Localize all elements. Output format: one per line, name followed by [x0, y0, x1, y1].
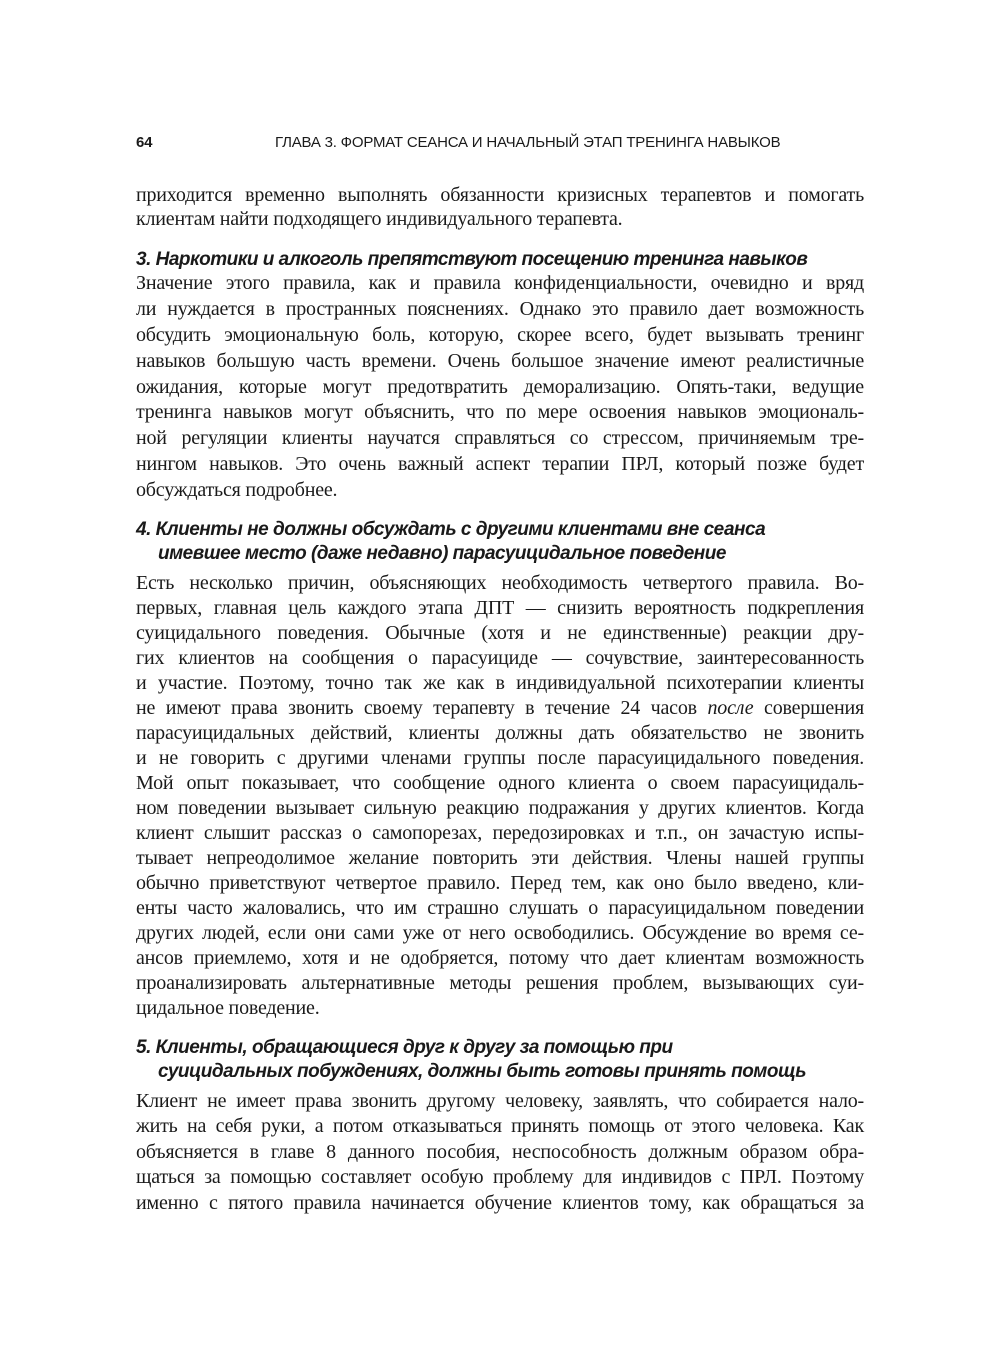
text-line: других людей, если они сами уже от него освободились. Обсуждение во время се-: [136, 922, 864, 944]
text-line: именно с пятого правила начинается обучение клиентов тому, как обращаться за: [136, 1191, 864, 1214]
text-line: цидальное поведение.: [136, 997, 320, 1019]
section-heading-5: [136, 1036, 864, 1084]
paragraph-rule-5: [136, 1089, 864, 1216]
heading-line: 3. Наркотики и алкоголь препятствуют посещению тренинга навыков: [136, 249, 808, 270]
text-line: обсуждаться подробнее.: [136, 479, 338, 502]
running-header: ГЛАВА 3. ФОРМАТ СЕАНСА И НАЧАЛЬНЫЙ ЭТАП ТРЕНИНГА НАВЫКОВ: [275, 134, 781, 151]
text-line: и не говорить с другими членами группы после парасуицидального поведения.: [136, 747, 864, 769]
heading-line: 4. Клиенты не должны обсуждать с другими клиентами вне сеанса: [136, 519, 766, 540]
text-line: гих клиентов на сообщения о парасуициде — сочувствие, заинтересованность: [136, 647, 864, 669]
text-line: проанализировать альтернативные методы решения проблем, вызывающих суи-: [136, 972, 864, 994]
page-number: 64: [136, 134, 153, 151]
text-line: нингом навыков. Это очень важный аспект терапии ПРЛ, который позже будет: [136, 453, 864, 476]
text-line: навыков большую часть времени. Очень большое значение имеют реалистичные: [136, 349, 864, 372]
text-line: ансов приемлемо, хотя и не одобряется, потому что дает клиентам возможность: [136, 947, 864, 969]
text-line: ожидания, которые могут предотвратить деморализацию. Опять-таки, ведущие: [136, 375, 864, 398]
section-heading-3: [136, 248, 864, 272]
text-line: Значение этого правила, как и правила конфиденциальности, очевидно и вряд: [136, 272, 864, 294]
heading-line: суицидальных побуждениях, должны быть готовы принять помощь: [158, 1061, 807, 1082]
section-heading-4: [136, 518, 864, 566]
text-line: Есть несколько причин, объясняющих необходимость четвертого правила. Во-: [136, 572, 864, 594]
text-line: щаться за помощью составляет особую проблему для индивидов с ПРЛ. Поэтому: [136, 1166, 864, 1189]
text-line: первых, главная цель каждого этапа ДПТ — снизить вероятность подкрепления: [136, 597, 864, 619]
text-line: ли нуждается в пространных пояснениях. Однако это правило дает возможность: [136, 297, 864, 320]
text-line: ной регуляции клиенты научатся справляться со стрессом, причиняемым тре-: [136, 427, 864, 450]
text-line: обсудить эмоциональную боль, которую, скорее всего, будет вызывать тренинг: [136, 323, 864, 346]
text-line: суицидального поведения. Обычные (хотя и не единственные) реакции дру-: [136, 622, 864, 644]
text-line: тренинга навыков могут объяснить, что по мере освоения навыков эмоциональ-: [136, 401, 864, 424]
text-line: клиент слышит рассказ о самопорезах, передозировках и т.п., он зачастую испы-: [136, 822, 864, 844]
text-line: ном поведении вызывает сильную реакцию подражания у других клиентов. Когда: [136, 797, 864, 819]
text-line: объясняется в главе 8 данного пособия, неспособность должным образом обра-: [136, 1140, 864, 1163]
text-line: клиентам найти подходящего индивидуального терапевта.: [136, 208, 623, 230]
text-segment: совершения: [753, 697, 865, 719]
heading-line: 5. Клиенты, обращающиеся друг к другу за помощью при: [136, 1037, 673, 1058]
text-line: и участие. Поэтому, точно так же как в индивидуальной психотерапии клиенты: [136, 672, 864, 694]
text-line: Мой опыт показывает, что сообщение одного клиента о своем парасуицидаль-: [136, 772, 864, 794]
text-line: обычно приветствуют четвертое правило. Перед тем, как оно было введено, кли-: [136, 872, 864, 894]
heading-line: имевшее место (даже недавно) парасуицидальное поведение: [158, 543, 726, 564]
text-line: Клиент не имеет права звонить другому человеку, заявлять, что собирается нало-: [136, 1090, 864, 1112]
paragraph-rule-3: [136, 271, 864, 504]
text-line: [136, 696, 864, 721]
text-segment: не имеют права звонить своему терапевту в течение 24 часов: [136, 697, 708, 719]
italic-emphasis: после: [707, 697, 754, 719]
paragraph-rule-4: [136, 571, 864, 1021]
text-line: приходится временно выполнять обязанности кризисных терапевтов и помогать: [136, 184, 864, 206]
text-line: тывает непреодолимое желание повторить эти действия. Члены нашей группы: [136, 847, 864, 869]
paragraph-continued: [136, 183, 864, 231]
text-line: енты часто жаловались, что им страшно слушать о парасуицидальном поведении: [136, 897, 864, 919]
text-line: парасуицидальных действий, клиенты должны дать обязательство не звонить: [136, 722, 864, 744]
text-line: жить на себя руки, а потом отказываться принять помощь от этого человека. Как: [136, 1115, 864, 1138]
